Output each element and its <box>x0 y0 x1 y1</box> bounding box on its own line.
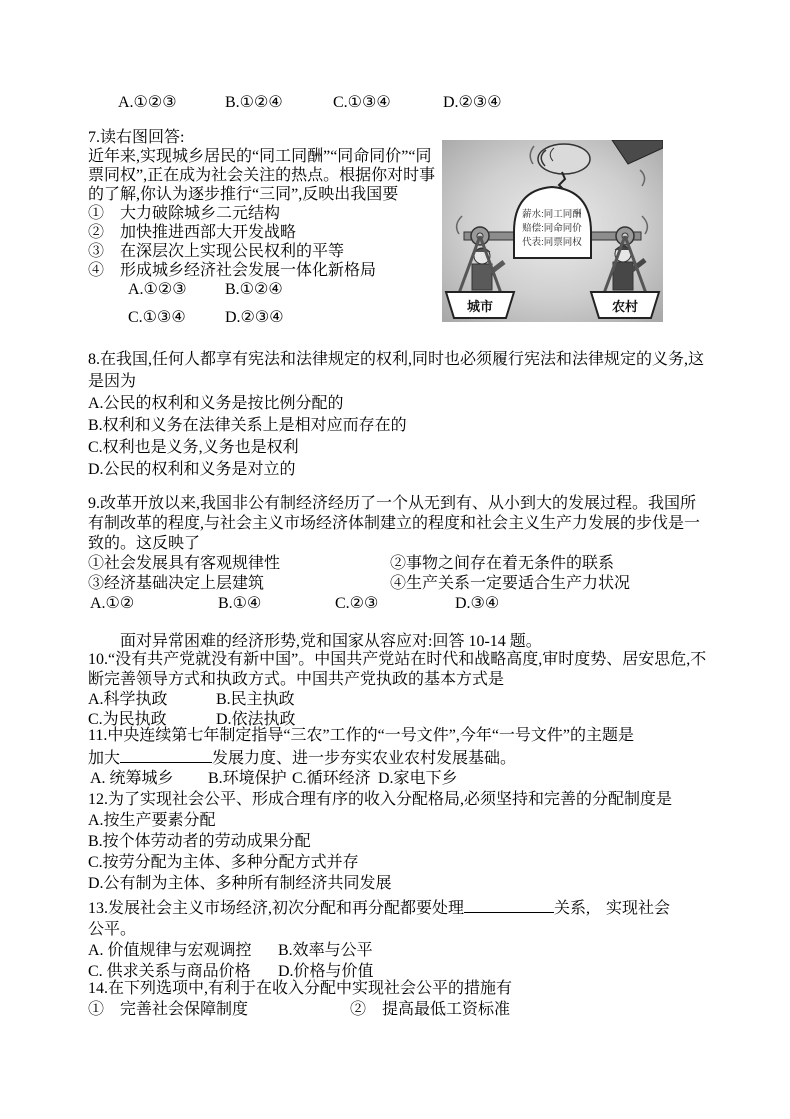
fill-in-blank <box>120 746 212 763</box>
question-13 <box>88 896 728 982</box>
item-4: ④生产关系一定要适合生产力状况 <box>390 575 631 592</box>
balance-scale-illustration <box>442 140 663 322</box>
question-13-stem-line-2: 公平。 <box>88 921 137 938</box>
scale-label-vote: 代表:同票同权 <box>522 237 582 248</box>
option-d: D.价格与价值 <box>278 963 374 980</box>
question-7-item-4: ④ 形成城乡经济社会发展一体化新格局 <box>88 262 377 279</box>
question-7-item-1: ① 大力破除城乡二元结构 <box>88 205 281 222</box>
option-c: C.②③ <box>335 595 379 612</box>
item-1: ①社会发展具有客观规律性 <box>88 555 281 572</box>
city-man-body <box>472 264 492 290</box>
question-11-stem-line-2 <box>88 746 728 769</box>
option-b: B.效率与公平 <box>278 942 373 959</box>
stem-text: 发展力度、进一步夯实农业农村发展基础。 <box>212 750 517 767</box>
option-d: D.③④ <box>455 595 500 612</box>
question-9-items-row-2 <box>88 574 710 594</box>
question-9-options-row <box>88 594 710 614</box>
question-9-items-row-1 <box>88 554 710 574</box>
question-11 <box>88 726 728 789</box>
option-d: D.②③④ <box>443 94 502 111</box>
stem-text: 13.发展社会主义市场经济,初次分配和再分配都要处理 <box>88 900 465 917</box>
question-7-options-row-1 <box>88 280 446 299</box>
option-c: C.按劳分配为主体、多种分配方式并存 <box>88 854 359 871</box>
option-c: C.循环经济 <box>292 770 371 787</box>
item-3: ③经济基础决定上层建筑 <box>88 575 265 592</box>
option-c: C.为民执政 <box>88 711 167 728</box>
left-pan-label: 城市 <box>466 299 494 314</box>
question-13-stem-line-1 <box>88 896 728 919</box>
right-pan-label: 农村 <box>611 299 639 314</box>
hand-icon <box>538 144 590 174</box>
scale-label-compensation: 赔偿:同命同价 <box>522 223 582 234</box>
question-8-stem: 8.在我国,任何人都享有宪法和法律规定的权利,同时也必须履行宪法和法律规定的义务,这是因为 <box>88 351 705 390</box>
question-7-figure <box>442 140 663 322</box>
question-10-options-row-1 <box>88 690 710 710</box>
question-7-options-row-2 <box>88 308 446 327</box>
option-a: A.科学执政 <box>88 691 168 708</box>
fill-in-blank <box>464 896 554 913</box>
option-b: B.民主执政 <box>216 691 295 708</box>
option-b: B.①④ <box>218 595 262 612</box>
question-8 <box>88 349 710 481</box>
question-9 <box>88 494 710 614</box>
option-b: B.权利和义务在法律关系上是相对应而存在的 <box>88 417 407 434</box>
question-7 <box>88 128 446 327</box>
scale-label-salary: 薪水:同工同酬 <box>522 209 582 220</box>
option-c: C.①③④ <box>128 309 186 326</box>
option-a: A.按生产要素分配 <box>88 812 216 829</box>
item-2: ② 提高最低工资标准 <box>350 1001 511 1018</box>
option-a: A.①② <box>90 595 135 612</box>
item-1: ① 完善社会保障制度 <box>88 1001 249 1018</box>
question-9-stem: 9.改革开放以来,我国非公有制经济经历了一个从无到有、从小到大的发展过程。我国所有制改革的程度,与社会主义市场经济体制建立的程度和社会主义生产力发展的步伐是一致的。这反映了 <box>88 495 701 552</box>
option-b: B.环境保护 <box>208 770 287 787</box>
option-a: A. 价值规律与宏观调控 <box>88 942 252 959</box>
option-d: D.公有制为主体、多种所有制经济共同发展 <box>88 875 392 892</box>
question-14 <box>88 978 710 1020</box>
option-b: B.①②④ <box>225 94 283 111</box>
question-7-title: 7.读右图回答: <box>88 129 185 146</box>
question-12 <box>88 789 710 894</box>
option-a: A. 统筹城乡 <box>90 770 174 787</box>
option-d: D.公民的权利和义务是对立的 <box>88 461 296 478</box>
option-d: D.家电下乡 <box>378 770 458 787</box>
stem-text: 关系, 实现社会 <box>554 900 671 917</box>
question-11-options-row <box>88 769 728 789</box>
option-a: A.①②③ <box>128 281 187 298</box>
option-a: A.①②③ <box>118 94 177 111</box>
question-10 <box>88 650 710 730</box>
option-d: D.②③④ <box>225 309 284 326</box>
section-intro-10-14: 面对异常困难的经济形势,党和国家从容应对:回答 10-14 题。 <box>120 633 542 650</box>
option-b: B.①②④ <box>225 281 283 298</box>
option-d: D.依法执政 <box>216 711 296 728</box>
item-2: ②事物之间存在着无条件的联系 <box>390 555 615 572</box>
question-14-items-row <box>88 999 710 1020</box>
option-c: C.权利也是义务,义务也是权利 <box>88 439 299 456</box>
question-7-stem: 近年来,实现城乡居民的“同工同酬”“同命同价”“同票同权”,正在成为社会关注的热点。根据你对时事的了解,你认为逐步推行“三同”,反映出我国要 <box>88 148 436 203</box>
question-11-stem-line-1: 11.中央连续第七年制定指导“三农”工作的“一号文件”,今年“一号文件”的主题是 <box>88 727 635 744</box>
option-b: B.按个体劳动者的劳动成果分配 <box>88 833 311 850</box>
rural-man-body <box>613 262 633 290</box>
question-14-stem: 14.在下列选项中,有利于在收入分配中实现社会公平的措施有 <box>88 980 513 997</box>
question-13-options-row-1 <box>88 940 728 961</box>
option-a: A.公民的权利和义务是按比例分配的 <box>88 395 344 412</box>
question-10-stem: 10.“没有共产党就没有新中国”。中国共产党站在时代和战略高度,审时度势、居安思危,不断完善领导方式和执政方式。中国共产党执政的基本方式是 <box>88 651 707 688</box>
question-7-item-3: ③ 在深层次上实现公民权利的平等 <box>88 243 345 260</box>
option-c: C. 供求关系与商品价格 <box>88 963 251 980</box>
question-12-stem: 12.为了实现社会公平、形成合理有序的收入分配格局,必须坚持和完善的分配制度是 <box>88 791 673 808</box>
prev-question-options-row <box>118 92 790 112</box>
question-7-item-2: ② 加快推进西部大开发战略 <box>88 224 297 241</box>
stem-text: 加大 <box>88 750 121 767</box>
option-c: C.①③④ <box>333 94 391 111</box>
